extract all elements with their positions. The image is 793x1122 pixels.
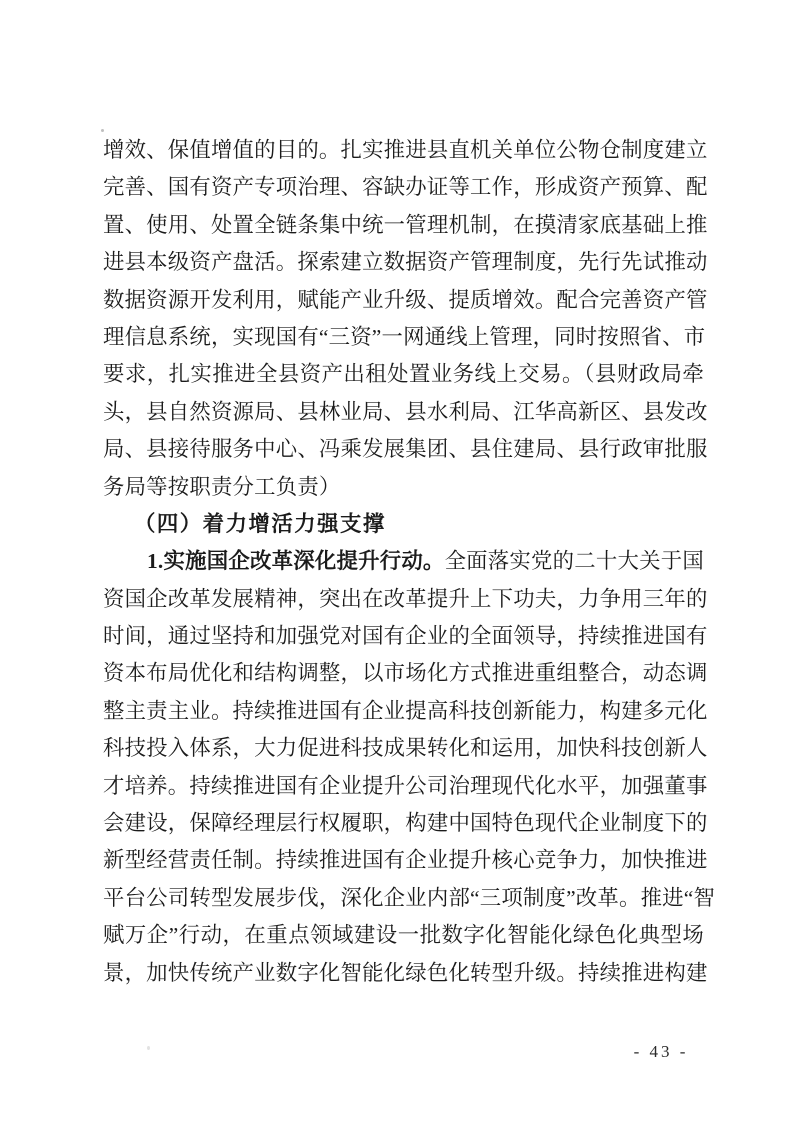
- item-line: 新型经营责任制。持续推进国有企业提升核心竞争力，加快推进: [103, 848, 708, 873]
- paragraph-line: 务局等按职责分工负责）: [103, 474, 341, 499]
- paragraph-line: 数据资源开发利用，赋能产业升级、提质增效。配合完善资产管: [103, 287, 708, 312]
- item-line: 科技投入体系，大力促进科技成果转化和运用，加快科技创新人: [103, 736, 708, 761]
- item-line: 会建设，保障经理层行权履职，构建中国特色现代企业制度下的: [103, 811, 708, 836]
- paragraph-line: 置、使用、处置全链条集中统一管理机制，在摸清家底基础上推: [103, 212, 708, 237]
- page-number: - 43 -: [633, 1042, 689, 1061]
- item-line: 资国企改革发展精神，突出在改革提升上下功夫，力争用三年的: [103, 586, 708, 611]
- paragraph-line: 完善、国有资产专项治理、容缺办证等工作，形成资产预算、配: [103, 175, 708, 200]
- item-line: 整主责主业。持续推进国有企业提高科技创新能力，构建多元化: [103, 698, 708, 723]
- item-line-first: [103, 543, 704, 580]
- item-line: 景，加快传统产业数字化智能化绿色化转型升级。持续推进构建: [103, 960, 708, 985]
- section-heading: （四）着力增活力强支撑: [134, 511, 386, 536]
- item-lead-bold: 1.实施国企改革深化提升行动。: [147, 549, 445, 574]
- paragraph-line: 要求，扎实推进全县资产出租处置业务线上交易。（县财政局牵: [103, 362, 704, 387]
- scan-artifact: [147, 1046, 150, 1050]
- item-line: 时间，通过坚持和加强党对国有企业的全面领导，持续推进国有: [103, 624, 708, 649]
- item-line: 资本布局优化和结构调整，以市场化方式推进重组整合，动态调: [103, 661, 708, 686]
- paragraph-line: 头，县自然资源局、县林业局、县水利局、江华高新区、县发改: [103, 399, 708, 424]
- item-line: 平台公司转型发展步伐，深化企业内部“三项制度”改革。推进“智: [103, 885, 716, 910]
- paragraph-line: 局、县接待服务中心、冯乘发展集团、县住建局、县行政审批服: [103, 437, 708, 462]
- document-body: [103, 132, 716, 992]
- paragraph-line: 进县本级资产盘活。探索建立数据资产管理制度，先行先试推动: [103, 250, 708, 275]
- paragraph-line: 理信息系统，实现国有“三资”一网通线上管理，同时按照省、市: [103, 324, 706, 349]
- paragraph-line: 增效、保值增值的目的。扎实推进县直机关单位公物仓制度建立: [103, 138, 708, 162]
- item-line: 才培养。持续推进国有企业提升公司治理现代化水平，加强董事: [103, 773, 708, 798]
- item-lead-rest: 全面落实党的二十大关于国: [444, 549, 704, 574]
- item-line: 赋万企”行动，在重点领域建设一批数字化智能化绿色化典型场: [103, 923, 704, 948]
